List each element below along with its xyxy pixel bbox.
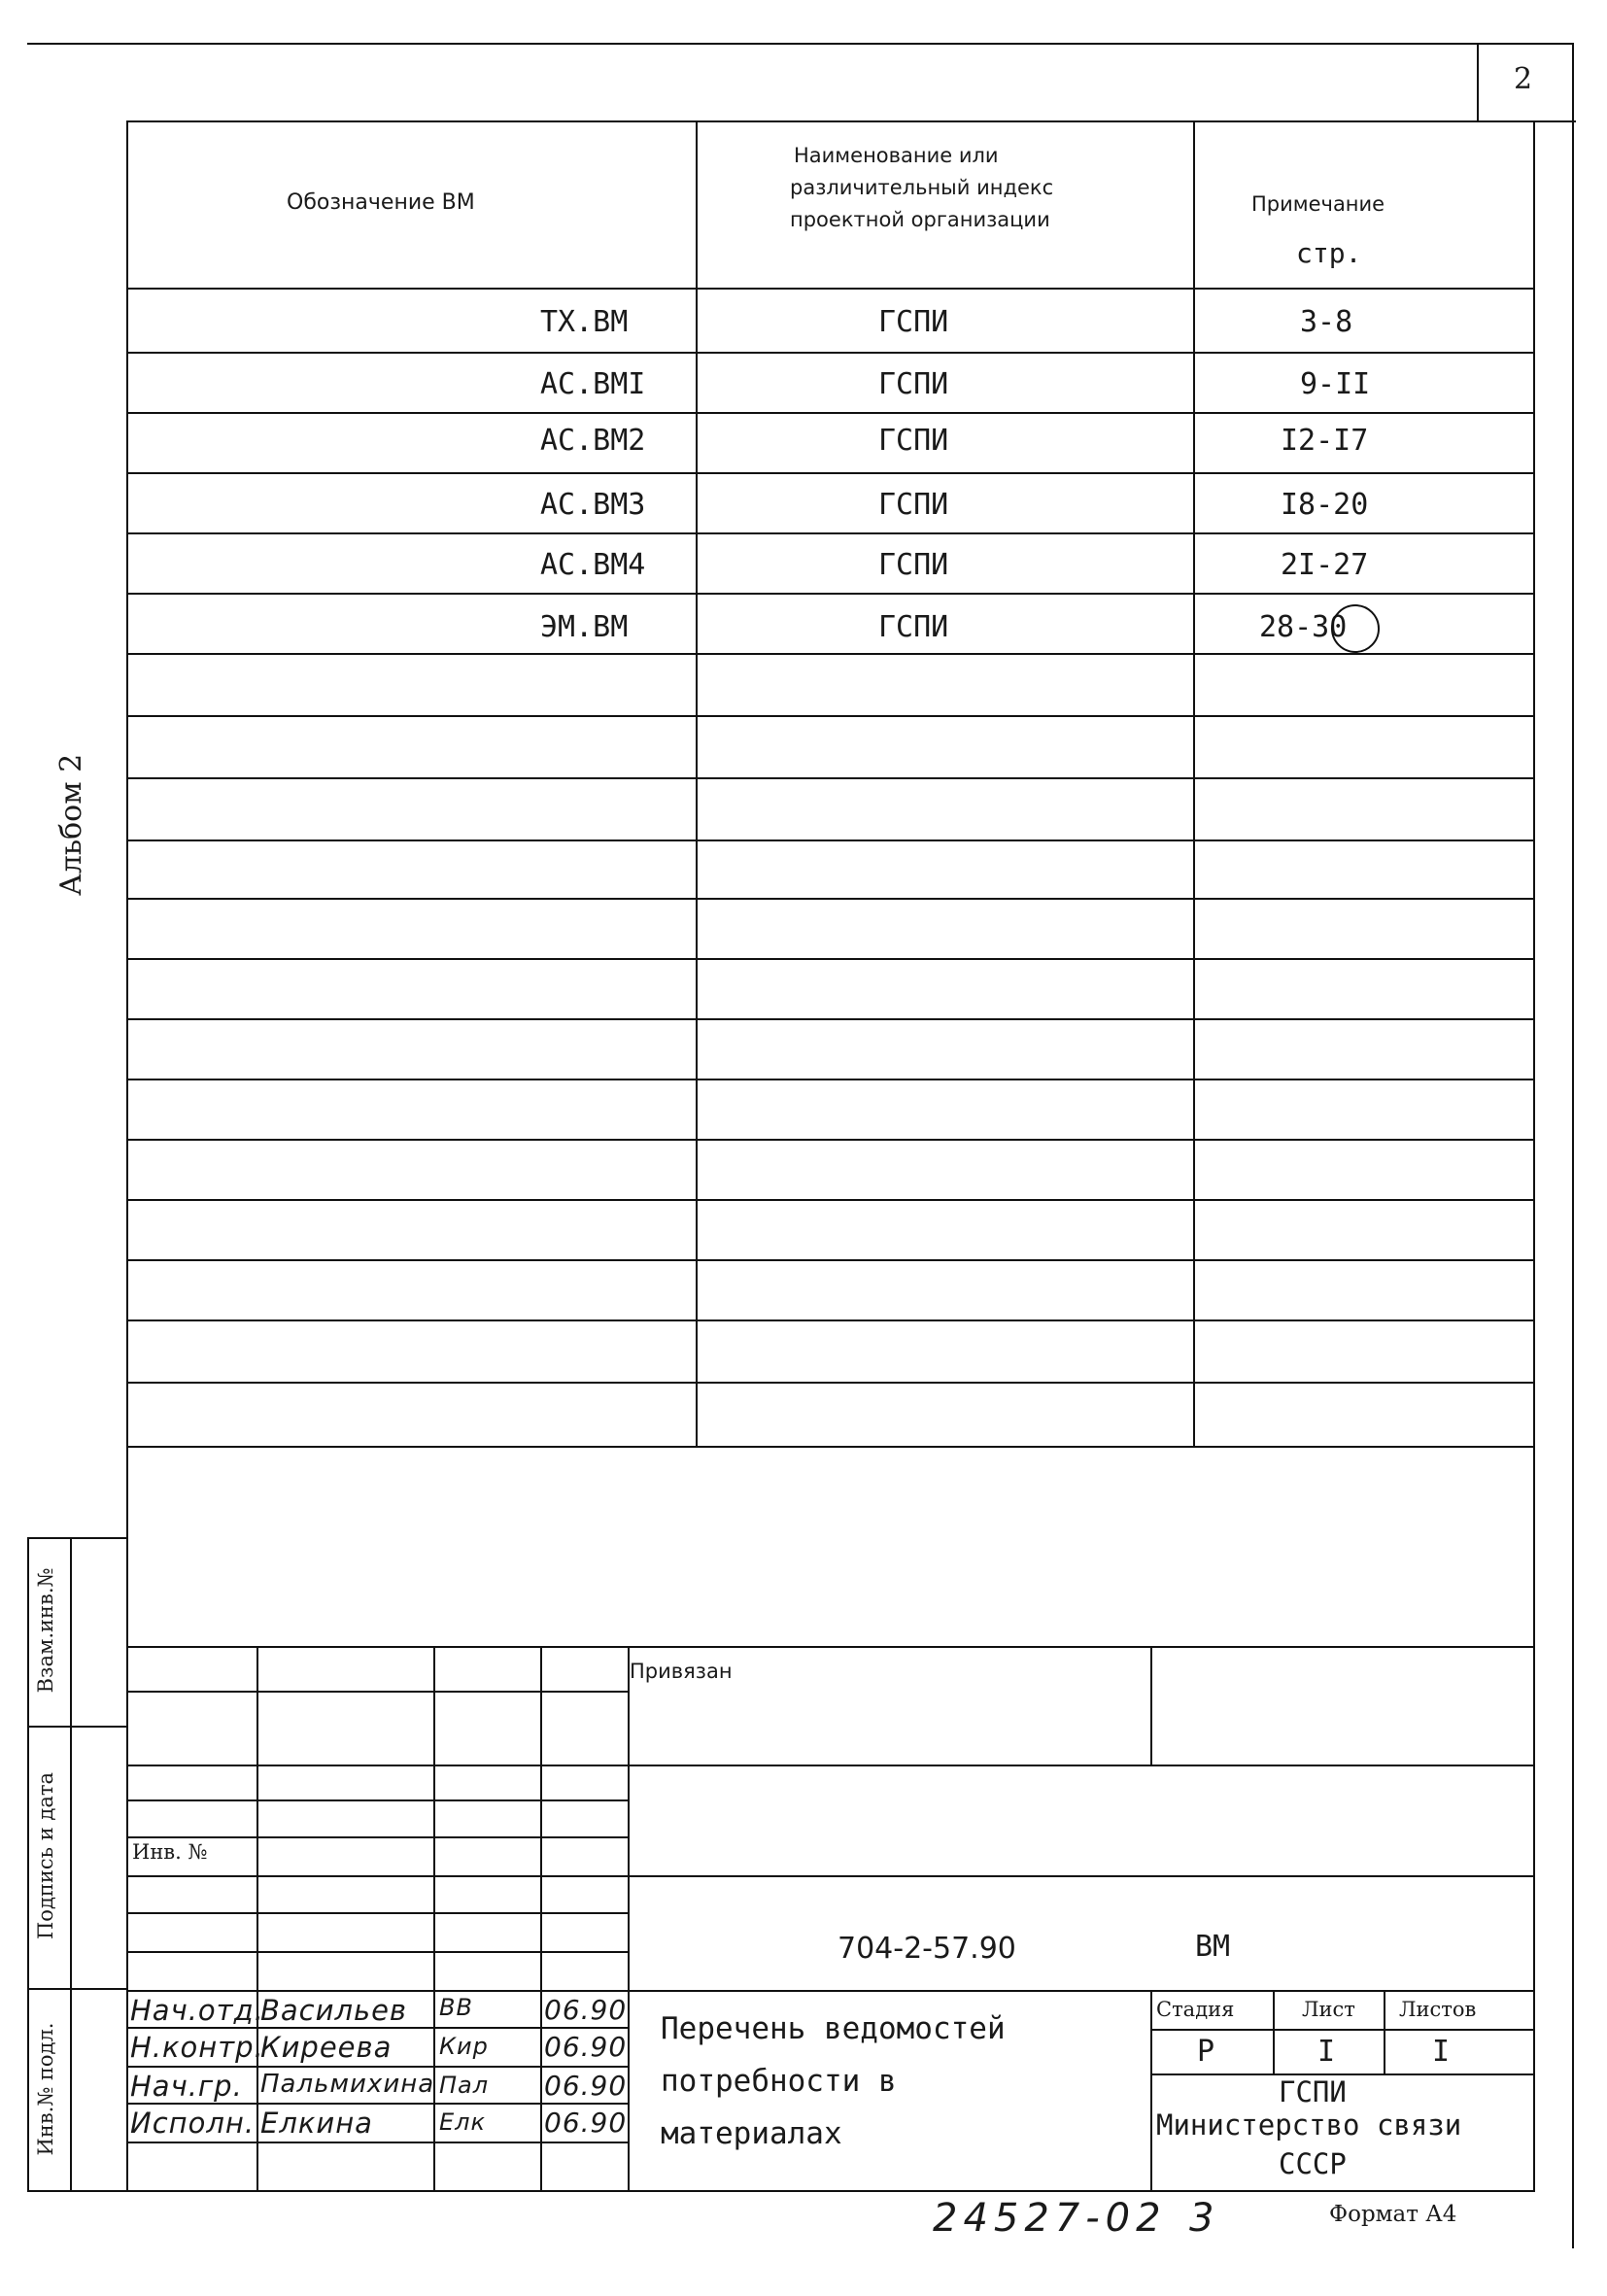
sig-row-line bbox=[126, 1990, 1535, 1992]
sig-date: 06.90 bbox=[544, 2031, 628, 2063]
row-designation: АС.ВМ4 bbox=[540, 548, 646, 582]
row-line bbox=[126, 1018, 1535, 1020]
album-label: Альбом 2 bbox=[54, 753, 88, 896]
row-designation: АС.ВМI bbox=[540, 367, 646, 401]
row-org: ГСПИ bbox=[878, 548, 949, 582]
sheet-value: I bbox=[1317, 2035, 1336, 2069]
row-line bbox=[126, 653, 1535, 655]
sig-row-line bbox=[126, 1836, 628, 1838]
sig-role: Нач.отд. bbox=[130, 1994, 264, 2027]
row-line bbox=[126, 840, 1535, 841]
row-line bbox=[126, 958, 1535, 960]
row-pages: 28-30 bbox=[1259, 610, 1348, 644]
sig-date: 06.90 bbox=[544, 1994, 628, 2026]
sig-row-line bbox=[126, 1912, 628, 1914]
header-bottom-line bbox=[126, 288, 1535, 290]
row-org: ГСПИ bbox=[878, 367, 949, 401]
page-box-left bbox=[1477, 43, 1479, 120]
row-line bbox=[126, 777, 1535, 779]
stage-value: Р bbox=[1197, 2035, 1215, 2069]
page-box-right bbox=[1572, 43, 1574, 2248]
org-name: ГСПИ bbox=[1279, 2075, 1347, 2108]
row-line bbox=[126, 1199, 1535, 1201]
header-note-sub: стр. bbox=[1296, 237, 1362, 269]
sheet-label: Лист bbox=[1302, 1998, 1355, 2021]
row-designation: ТХ.ВМ bbox=[540, 305, 629, 339]
sig-sign: Кир bbox=[439, 2033, 489, 2060]
privyazan-label: Привязан bbox=[630, 1660, 733, 1683]
sig-row-line bbox=[126, 1765, 1535, 1766]
ministry-line-1: Министерство связи bbox=[1156, 2108, 1462, 2142]
sig-row-line bbox=[126, 1691, 628, 1693]
row-pages: I2-I7 bbox=[1281, 424, 1369, 458]
row-pages: 2I-27 bbox=[1281, 548, 1369, 582]
side-strip-left bbox=[27, 1537, 29, 2190]
sig-name: Пальмихина bbox=[260, 2070, 435, 2099]
sig-sign: ВВ bbox=[439, 1994, 473, 2021]
row-line bbox=[126, 1079, 1535, 1080]
row-designation: ЭМ.ВМ bbox=[540, 610, 629, 644]
sig-sign: Пал bbox=[439, 2072, 490, 2099]
side-strip-mid bbox=[70, 1537, 72, 2190]
row-line bbox=[126, 715, 1535, 717]
sig-date: 06.90 bbox=[544, 2107, 628, 2139]
row-designation: АС.ВМ3 bbox=[540, 488, 646, 522]
sig-sign: Елк bbox=[439, 2108, 486, 2136]
sig-col-line bbox=[433, 1646, 435, 2190]
stage-label: Стадия bbox=[1156, 1998, 1235, 2021]
sig-name: Елкина bbox=[260, 2107, 373, 2140]
table-bottom-line bbox=[126, 1446, 1535, 1448]
sig-row-line bbox=[126, 2066, 628, 2068]
side-label-podpis-data: Подпись и дата bbox=[34, 1772, 57, 1940]
page-number: 2 bbox=[1514, 62, 1533, 96]
frame-right-line bbox=[1533, 120, 1535, 2190]
row-line bbox=[126, 898, 1535, 900]
footer-format: Формат А4 bbox=[1329, 2202, 1457, 2227]
sig-role: Н.контр. bbox=[130, 2031, 264, 2064]
row-org: ГСПИ bbox=[878, 424, 949, 458]
col-divider-1 bbox=[696, 120, 698, 1448]
title-line-1: Перечень ведомостей bbox=[661, 2011, 1006, 2046]
stage-box-left bbox=[1150, 1990, 1152, 2190]
row-org: ГСПИ bbox=[878, 488, 949, 522]
stage-box-line1 bbox=[1150, 2029, 1535, 2031]
sig-role: Исполн. bbox=[130, 2107, 256, 2140]
privyazan-divider bbox=[1150, 1646, 1152, 1765]
stage-box-col2 bbox=[1384, 1990, 1385, 2073]
sig-date: 06.90 bbox=[544, 2070, 628, 2102]
row-line bbox=[126, 1382, 1535, 1384]
sheets-label: Листов bbox=[1399, 1998, 1477, 2021]
sig-col-line bbox=[540, 1646, 542, 2190]
row-line bbox=[126, 472, 1535, 474]
row-line bbox=[126, 412, 1535, 414]
frame-top-line bbox=[126, 120, 1576, 122]
side-strip-divider-2 bbox=[27, 1988, 128, 1990]
row-pages: I8-20 bbox=[1281, 488, 1369, 522]
top-border-line bbox=[27, 43, 1572, 45]
inv-no-label: Инв. № bbox=[132, 1840, 208, 1864]
row-line bbox=[126, 352, 1535, 354]
row-line bbox=[126, 1259, 1535, 1261]
title-line-3: материалах bbox=[661, 2116, 842, 2151]
title-line-2: потребности в bbox=[661, 2064, 897, 2099]
sig-row-line bbox=[126, 2027, 628, 2029]
sig-row-line bbox=[126, 2103, 628, 2105]
header-name-line-3: проектной организации bbox=[790, 208, 1050, 231]
frame-left-line bbox=[126, 120, 128, 2190]
header-note: Примечание bbox=[1251, 192, 1385, 216]
col-divider-2 bbox=[1193, 120, 1195, 1448]
sig-row-line bbox=[126, 2142, 628, 2143]
row-designation: АС.ВМ2 bbox=[540, 424, 646, 458]
side-label-inv-podl: Инв.№ подл. bbox=[34, 2022, 57, 2156]
circle-mark-icon bbox=[1331, 604, 1380, 653]
row-org: ГСПИ bbox=[878, 305, 949, 339]
row-pages: 9-II bbox=[1300, 367, 1371, 401]
title-block-top bbox=[126, 1646, 1535, 1648]
sheets-value: I bbox=[1432, 2035, 1451, 2069]
row-line bbox=[126, 1319, 1535, 1321]
ministry-line-2: СССР bbox=[1279, 2147, 1347, 2180]
stage-box-col1 bbox=[1273, 1990, 1275, 2073]
row-line bbox=[126, 532, 1535, 534]
header-name-line-2: различительный индекс bbox=[790, 176, 1054, 199]
doc-code: 704-2-57.90 bbox=[838, 1932, 1016, 1966]
sig-col-line bbox=[628, 1646, 630, 2190]
row-org: ГСПИ bbox=[878, 610, 949, 644]
header-name-line-1: Наименование или bbox=[794, 144, 999, 167]
row-pages: 3-8 bbox=[1300, 305, 1353, 339]
header-designation: Обозначение ВМ bbox=[287, 190, 475, 215]
frame-bottom-line bbox=[27, 2190, 1535, 2192]
footer-handwritten-number: 24527-02 bbox=[933, 2196, 1167, 2241]
sig-row-line bbox=[126, 1799, 628, 1801]
sig-name: Васильев bbox=[260, 1994, 408, 2027]
sig-row-line bbox=[126, 1951, 628, 1953]
sig-name: Киреева bbox=[260, 2031, 393, 2064]
side-label-vzam-inv: Взам.инв.№ bbox=[34, 1567, 57, 1694]
doc-type: ВМ bbox=[1195, 1930, 1231, 1964]
row-line bbox=[126, 1139, 1535, 1141]
sig-row-line bbox=[126, 1875, 1535, 1877]
sig-col-line bbox=[256, 1646, 258, 2190]
footer-handwritten-page: 3 bbox=[1189, 2196, 1215, 2241]
sig-role: Нач.гр. bbox=[130, 2070, 243, 2103]
row-line bbox=[126, 593, 1535, 595]
